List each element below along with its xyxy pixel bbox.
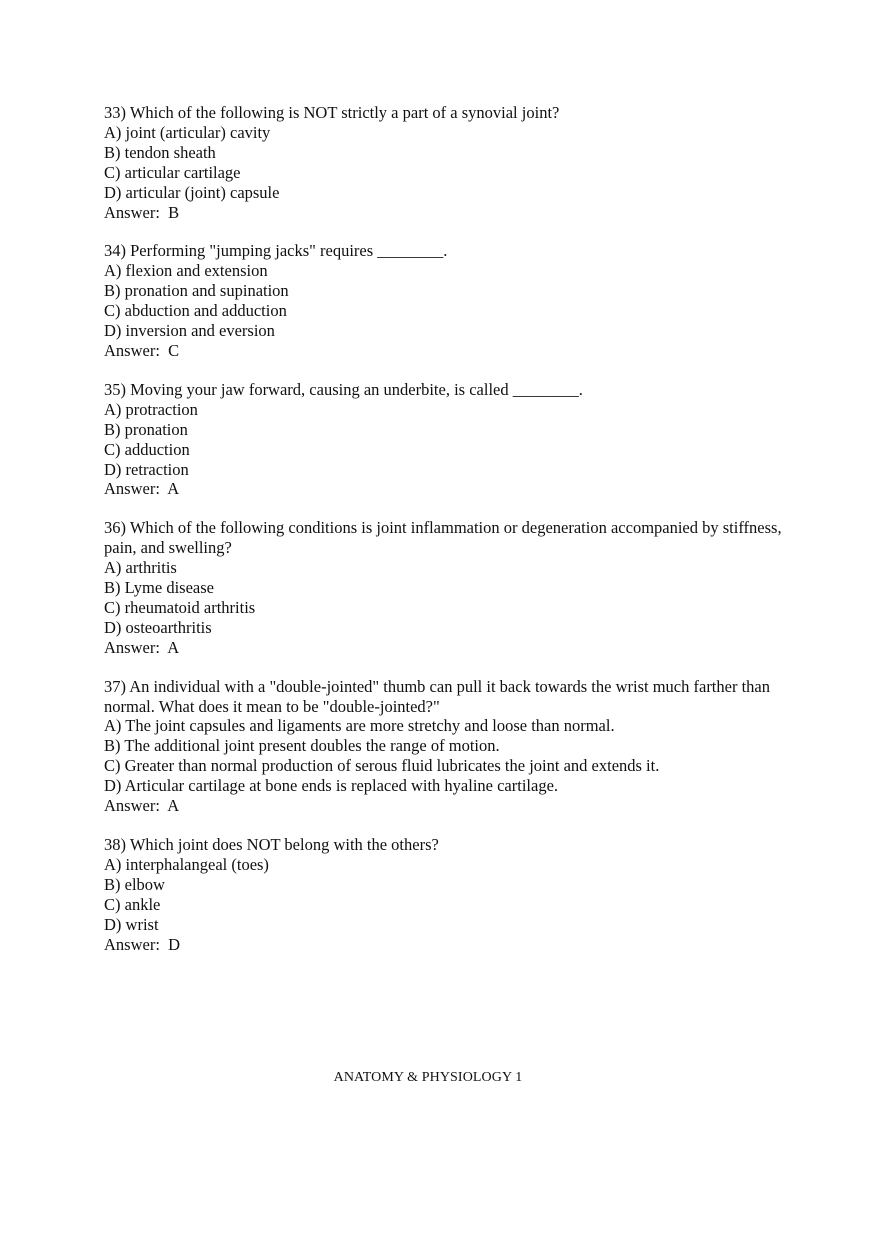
option-b: B) pronation xyxy=(104,419,188,439)
answer: Answer: D xyxy=(104,934,181,954)
answer: Answer: A xyxy=(104,479,180,499)
question-list xyxy=(104,103,794,973)
question-text: 38) Which joint does NOT belong with the others? xyxy=(104,835,439,854)
option-d: D) osteoarthritis xyxy=(104,617,212,637)
option-c: C) Greater than normal production of serous fluid lubricates the joint and extends it. xyxy=(104,756,660,776)
option-a: A) interphalangeal (toes) xyxy=(104,854,269,874)
option-d: D) retraction xyxy=(104,459,189,479)
option-d: D) articular (joint) capsule xyxy=(104,182,280,202)
question-38 xyxy=(104,835,794,954)
option-a: A) The joint capsules and ligaments are more stretchy and loose than normal. xyxy=(104,716,615,736)
option-b: B) elbow xyxy=(104,874,165,894)
question-text: 35) Moving your jaw forward, causing an underbite, is called ________. xyxy=(104,379,583,399)
option-a: A) protraction xyxy=(104,399,198,419)
answer: Answer: C xyxy=(104,340,180,360)
question-37 xyxy=(104,677,794,816)
option-c: C) adduction xyxy=(104,439,190,459)
option-b: B) pronation and supination xyxy=(104,281,289,301)
option-b: B) Lyme disease xyxy=(104,578,214,598)
option-c: C) rheumatoid arthritis xyxy=(104,597,256,617)
question-text: 34) Performing "jumping jacks" requires ________. xyxy=(104,241,448,261)
question-text: 36) Which of the following conditions is joint inflammation or degeneration accompanied by stiffness, pain, and swelling? xyxy=(104,518,782,558)
option-a: A) joint (articular) cavity xyxy=(104,122,271,142)
option-d: D) Articular cartilage at bone ends is replaced with hyaline cartilage. xyxy=(104,776,559,796)
question-34 xyxy=(104,241,794,360)
answer: Answer: A xyxy=(104,796,180,816)
option-c: C) abduction and adduction xyxy=(104,301,287,321)
option-b: B) The additional joint present doubles the range of motion. xyxy=(104,736,500,756)
option-d: D) inversion and eversion xyxy=(104,321,275,341)
question-text: 33) Which of the following is NOT strictly a part of a synovial joint? xyxy=(104,103,560,122)
answer: Answer: A xyxy=(104,637,180,657)
answer: Answer: B xyxy=(104,202,180,222)
option-c: C) articular cartilage xyxy=(104,162,241,182)
option-d: D) wrist xyxy=(104,914,159,934)
question-36 xyxy=(104,518,794,657)
option-a: A) arthritis xyxy=(104,558,177,578)
question-35 xyxy=(104,380,794,499)
option-a: A) flexion and extension xyxy=(104,261,268,281)
question-33 xyxy=(104,103,794,222)
page-footer: ANATOMY & PHYSIOLOGY 1 xyxy=(333,1070,523,1085)
question-text: 37) An individual with a "double-jointed" thumb can pull it back towards the wrist much farther than normal. What does it mean to be "double-jointed?" xyxy=(104,676,770,716)
option-c: C) ankle xyxy=(104,894,161,914)
option-b: B) tendon sheath xyxy=(104,142,216,162)
